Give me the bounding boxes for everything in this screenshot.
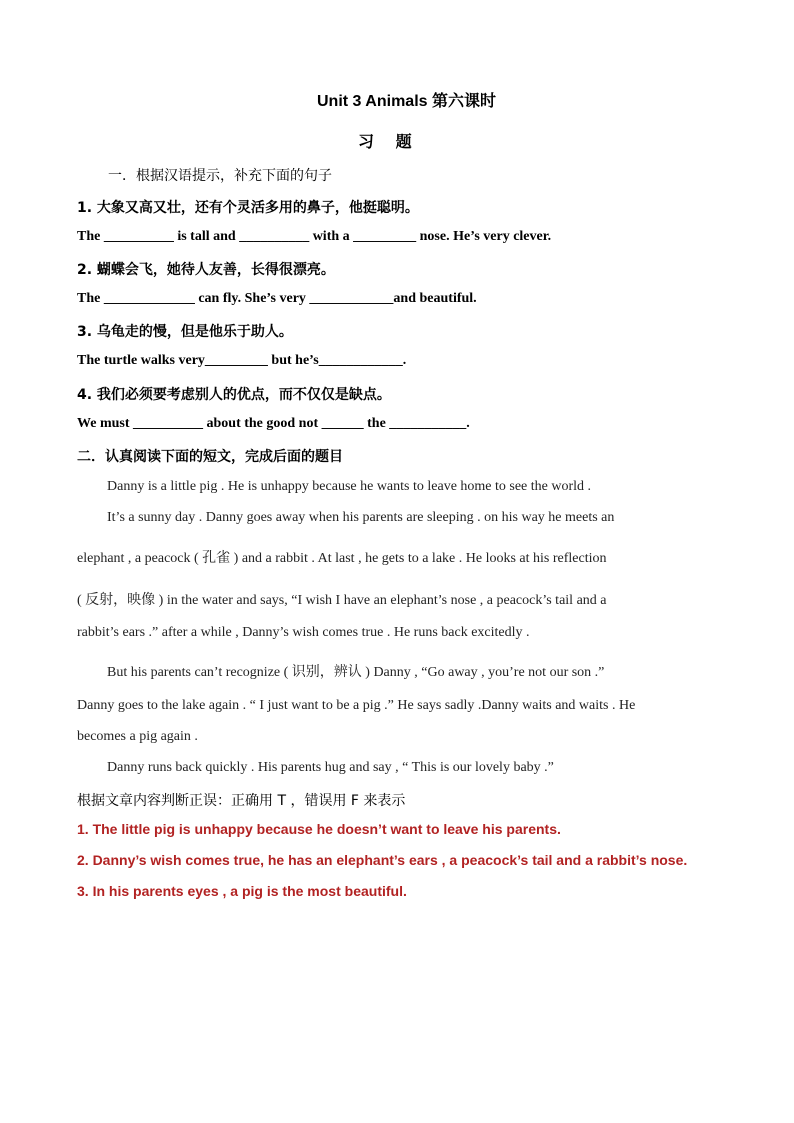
part1-heading: 一．根据汉语提示，补充下面的句子 <box>108 168 332 184</box>
question-en-4: We must __________ about the good not ______ the ___________. <box>77 416 470 431</box>
statement-3: 3. In his parents eyes , a pig is the most beautiful. <box>77 883 407 899</box>
part2-heading: 二．认真阅读下面的短文，完成后面的题目 <box>77 449 343 465</box>
question-cn-1: 1. 大象又高又壮，还有个灵活多用的鼻子，他挺聪明。 <box>77 200 419 216</box>
passage-line-1: Danny is a little pig . He is unhappy because he wants to leave home to see the world . <box>107 479 592 494</box>
question-cn-2: 2. 蝴蝶会飞，她待人友善，长得很漂亮。 <box>77 262 335 278</box>
question-cn-4: 4. 我们必须要考虑别人的优点，而不仅仅是缺点。 <box>77 387 391 403</box>
passage-line-9: Danny runs back quickly . His parents hug and say , “ This is our lovely baby .” <box>107 760 554 775</box>
passage-line-8: becomes a pig again . <box>77 729 198 744</box>
question-en-3: The turtle walks very_________ but he’s____________. <box>77 353 407 368</box>
judgement-instruction: 根据文章内容判断正误：正确用 T ，错误用 F 来表示 <box>77 793 406 809</box>
passage-line-2: It’s a sunny day . Danny goes away when his parents are sleeping . on his way he meets an <box>107 510 615 525</box>
statement-1: 1. The little pig is unhappy because he doesn’t want to leave his parents. <box>77 821 561 837</box>
question-en-2: The _____________ can fly. She’s very ____________and beautiful. <box>77 291 477 306</box>
page-subtitle: 习 题 <box>358 132 420 151</box>
passage-line-6: But his parents can’t recognize ( 识别，辨认 ) Danny , “Go away , you’re not our son .” <box>107 665 605 680</box>
statement-2: 2. Danny’s wish comes true, he has an elephant’s ears , a peacock’s tail and a rabbit’s nose. <box>77 852 688 868</box>
page-title: Unit 3 Animals 第六课时 <box>317 93 496 110</box>
question-en-1: The __________ is tall and __________ with a _________ nose. He’s very clever. <box>77 229 552 244</box>
passage-line-3: elephant , a peacock ( 孔雀 ) and a rabbit . At last , he gets to a lake . He looks at his reflection <box>77 551 607 566</box>
passage-line-5: rabbit’s ears .” after a while , Danny’s wish comes true . He runs back excitedly . <box>77 625 530 640</box>
question-cn-3: 3. 乌龟走的慢，但是他乐于助人。 <box>77 324 293 340</box>
passage-line-4: ( 反射，映像 ) in the water and says, “I wish I have an elephant’s nose , a peacock’s tail and a <box>77 593 607 608</box>
passage-line-7: Danny goes to the lake again . “ I just want to be a pig .” He says sadly .Danny waits and waits . He <box>77 698 636 713</box>
